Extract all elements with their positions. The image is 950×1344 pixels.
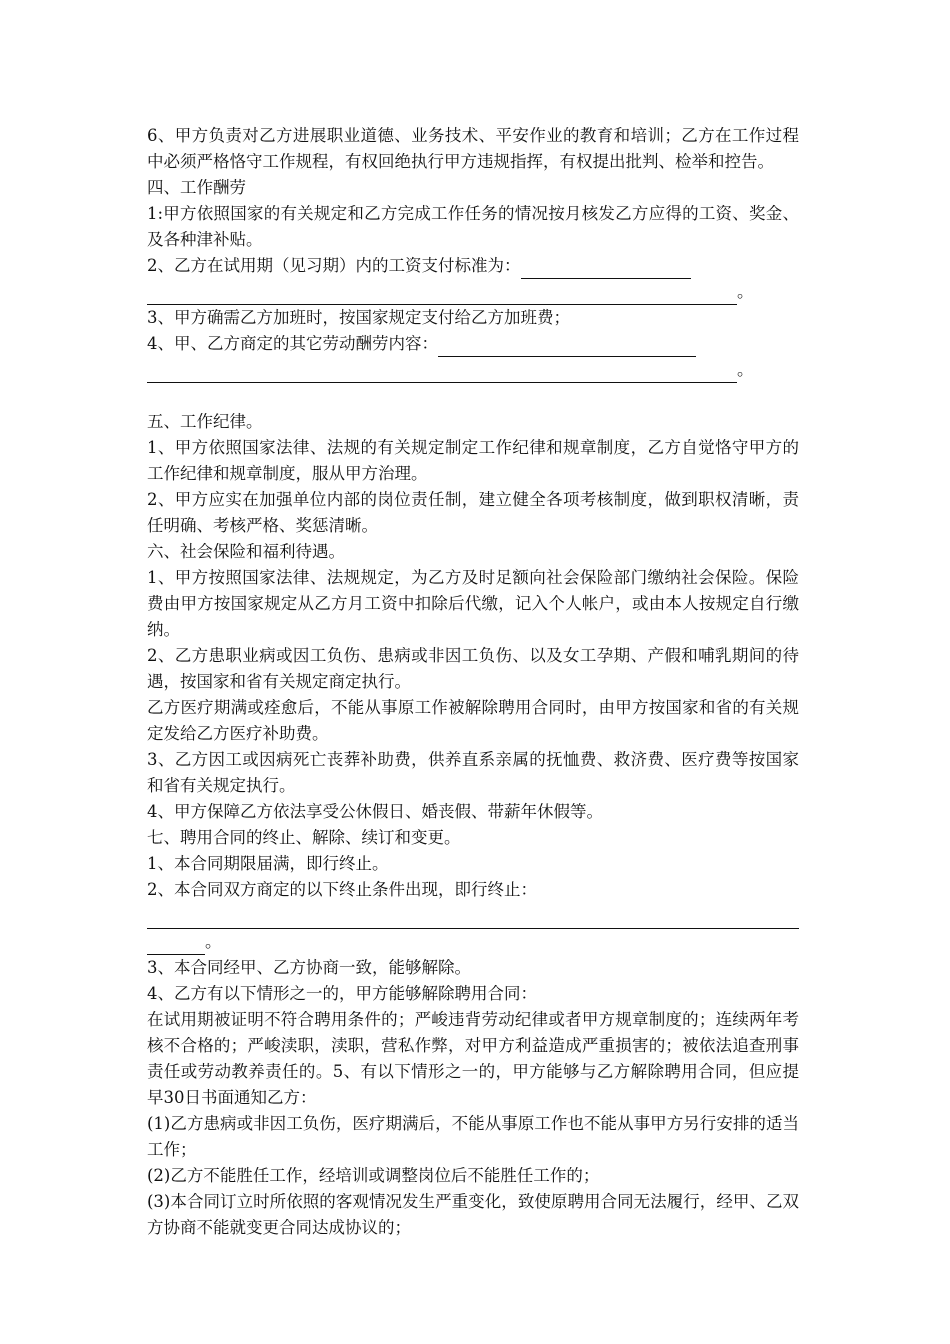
other-remuneration-blank[interactable] <box>438 337 696 357</box>
clause-7-3: 3、本合同经甲、乙方协商一致，能够解除。 <box>147 958 471 977</box>
document-page <box>147 123 799 1241</box>
clause-7-4: 4、乙方有以下情形之一的，甲方能够解除聘用合同： <box>147 984 537 1003</box>
clause-4-4-row <box>147 331 799 357</box>
clause-7-5-1: (1)乙方患病或非因工负伤，医疗期满后，不能从事原工作也不能从事甲方另行安排的适当工作； <box>147 1114 799 1159</box>
clause-4-2-row <box>147 253 799 279</box>
clause-4-4: 4、甲、乙方商定的其它劳动酬劳内容： <box>147 334 438 353</box>
clause-4-2-continuation <box>147 279 799 305</box>
period-mark: 。 <box>205 932 222 951</box>
clause-5-1: 1、甲方依照国家法律、法规的有关规定制定工作纪律和规章制度，乙方自觉恪守甲方的工作纪律和规章制度，服从甲方治理。 <box>147 438 799 483</box>
clause-7-2: 2、本合同双方商定的以下终止条件出现，即行终止： <box>147 880 537 899</box>
section-heading-remuneration: 四、工作酬劳 <box>147 178 246 197</box>
section-heading-insurance: 六、社会保险和福利待遇。 <box>147 542 345 561</box>
clause-7-4-details: 在试用期被证明不符合聘用条件的；严峻违背劳动纪律或者甲方规章制度的；连续两年考核不合格的；严峻渎职，渎职，营私作弊，对甲方利益造成严重损害的；被依法追查刑事责任或劳动教养责任的。5、有以下情形之一的，甲方能够与乙方解除聘用合同，但应提早30日书面通知乙方： <box>147 1010 799 1107</box>
termination-conditions-blank[interactable] <box>147 909 799 929</box>
probation-wage-blank-line2[interactable] <box>147 285 737 305</box>
clause-4-2: 2、乙方在试用期（见习期）内的工资支付标准为： <box>147 256 521 275</box>
termination-conditions-continuation <box>147 929 799 955</box>
clause-6-2-medical: 乙方医疗期满或痊愈后，不能从事原工作被解除聘用合同时，由甲方按国家和省的有关规定发给乙方医疗补助费。 <box>147 698 799 743</box>
section-heading-discipline: 五、工作纪律。 <box>147 412 263 431</box>
termination-conditions-blank-line2[interactable] <box>147 935 205 955</box>
clause-7-5-3: (3)本合同订立时所依照的客观情况发生严重变化，致使原聘用合同无法履行，经甲、乙双方协商不能就变更合同达成协议的； <box>147 1192 799 1237</box>
probation-wage-blank[interactable] <box>521 259 691 279</box>
section-heading-termination: 七、聘用合同的终止、解除、续订和变更。 <box>147 828 461 847</box>
termination-conditions-row <box>147 903 799 929</box>
period-mark: 。 <box>737 282 754 301</box>
clause-4-1: 1:甲方依照国家的有关规定和乙方完成工作任务的情况按月核发乙方应得的工资、奖金、及各种津补贴。 <box>147 204 799 249</box>
clause-6-1: 1、甲方按照国家法律、法规规定，为乙方及时足额向社会保险部门缴纳社会保险。保险费由甲方按国家规定从乙方月工资中扣除后代缴，记入个人帐户，或由本人按规定自行缴纳。 <box>147 568 799 639</box>
clause-7-5-2: (2)乙方不能胜任工作，经培训或调整岗位后不能胜任工作的； <box>147 1166 600 1185</box>
clause-6-4: 4、甲方保障乙方依法享受公休假日、婚丧假、带薪年休假等。 <box>147 802 603 821</box>
clause-4-3: 3、甲方确需乙方加班时，按国家规定支付给乙方加班费； <box>147 308 570 327</box>
clause-7-1: 1、本合同期限届满，即行终止。 <box>147 854 389 873</box>
clause-4-4-continuation <box>147 357 799 383</box>
other-remuneration-blank-line2[interactable] <box>147 363 737 383</box>
spacer <box>147 383 799 409</box>
period-mark: 。 <box>737 360 754 379</box>
clause-6-2: 2、乙方患职业病或因工负伤、患病或非因工负伤、以及女工孕期、产假和哺乳期间的待遇，按国家和省有关规定商定执行。 <box>147 646 799 691</box>
clause-5-2: 2、甲方应实在加强单位内部的岗位责任制，建立健全各项考核制度，做到职权清晰，责任明确、考核严格、奖惩清晰。 <box>147 490 799 535</box>
clause-6: 6、甲方负责对乙方进展职业道德、业务技术、平安作业的教育和培训；乙方在工作过程中必须严格恪守工作规程，有权回绝执行甲方违规指挥，有权提出批判、检举和控告。 <box>147 126 799 171</box>
clause-6-3: 3、乙方因工或因病死亡丧葬补助费，供养直系亲属的抚恤费、救济费、医疗费等按国家和省有关规定执行。 <box>147 750 799 795</box>
